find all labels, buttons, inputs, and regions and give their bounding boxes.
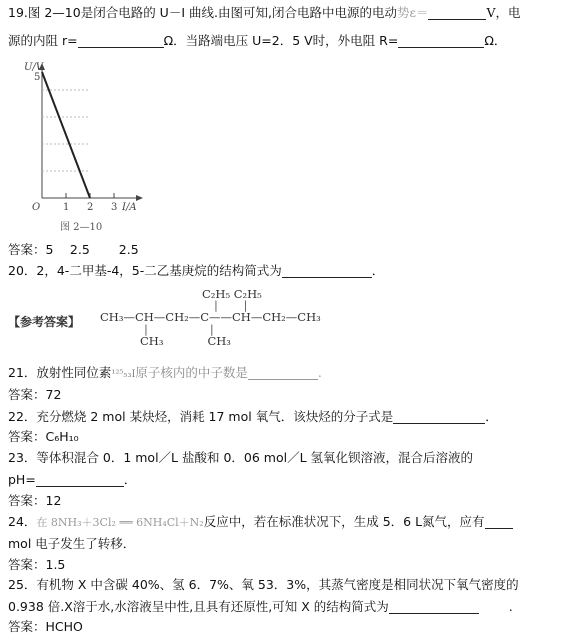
q19-line1-tail: ，电 [495,5,521,20]
q24-line1 [8,513,513,532]
q22-blank[interactable] [393,409,485,424]
q22-end: ． [485,409,498,424]
origin-label: O [32,202,41,213]
q24-answer: 答案：1.5 [8,557,66,572]
x-tick-3: 3 [111,202,118,213]
q20-line [8,262,384,280]
q19-text: 19.图 2—10是闭合电路的 U－I 曲线.由图可知,闭合电路中电源的电动 [8,5,397,20]
q23-line1: 23．等体积混合 0．1 mol／L 盐酸和 0．06 mol／L 氢氧化钡溶液，混合后溶液的 [8,450,474,465]
x-axis-label: I/A [122,202,137,213]
x-tick-1: 1 [63,202,70,213]
q25-line2 [8,598,513,616]
q24-blank[interactable] [485,514,513,529]
q19-line1 [8,4,520,22]
q24-text2: 反应中，若在标准状况下，生成 5．6 L氮气，应有 [203,514,485,529]
q19-emf-unit: V [486,5,496,20]
q23-line2 [8,471,136,489]
x-tick-2: 2 [87,202,94,213]
q19-line2 [8,32,506,50]
q19-line2-a: 源的内阻 r= [8,33,78,48]
q20-struct-main: CH₃—CH—CH₂—C——CH—CH₂—CH₃ [100,310,321,324]
q21-answer: 答案：72 [8,387,62,402]
q19-line2-c: Ω． [484,33,507,48]
q21-text: 21．放射性同位素 [8,365,112,380]
figure-caption: 图 2—10 [60,222,103,233]
q22-answer: 答案：C₆H₁₀ [8,429,79,444]
q20-struct-top: C₂H₅ C₂H₅ [202,287,262,301]
q23-end: ． [123,472,137,487]
q21-line: 21．放射性同位素¹²⁵₅₃I原子核内的中子数是 . [8,365,322,380]
q21-text2: 原子核内的中子数是 [135,365,248,380]
q25-line1: 25．有机物 X 中含碳 40%、氢 6．7%、氧 53．3%，其蒸气密度是相同状况下氧气密度的 [8,577,519,592]
y-axis-label: U/V [24,62,44,73]
q22-text: 22．充分燃烧 2 mol 某炔烃，消耗 17 mol 氧气．该炔烃的分子式是 [8,409,394,424]
q20-struct-bottom-left: CH₃ [140,334,164,348]
q20-blank[interactable] [282,263,372,278]
x-axis-arrow [136,195,143,201]
q20-structure: C₂H₅ C₂H₅ | | CH₃—CH—CH₂—C——CH—CH₂—CH₃ | | CH₃ CH₃ [100,287,321,348]
q20-text: 20．2，4-二甲基-4，5-二乙基庚烷的结构简式为 [8,263,282,278]
y-tick-5: 5 [34,72,41,83]
q25-text2: 0.938 倍.X溶于水,水溶液呈中性,且具有还原性,可知 X 的结构简式为 [8,599,389,614]
q21-isotope: ¹²⁵₅₃I [111,369,136,380]
q21-text-grey [111,365,248,380]
q20-end: ． [371,263,385,278]
q19-emf-label: 势ε＝ [396,5,429,20]
q23-text2: pH= [8,472,36,487]
ui-curve [42,72,90,198]
q24-line2: mol 电子发生了转移． [8,536,136,551]
q25-blank[interactable] [389,599,479,614]
q22-line [8,408,498,426]
q24-text: 24． [8,514,37,529]
q20-ref-label: 【参考答案】 [8,315,81,329]
q19-answer: 答案：5 2.5 2.5 [8,242,139,257]
q19-emf-blank[interactable] [428,5,486,20]
ui-graph-figure [22,58,152,238]
q25-answer: 答案：HCHO [8,619,83,634]
q23-blank[interactable] [36,472,124,487]
q19-r-blank[interactable] [78,33,164,48]
q20-struct-bottom-right: CH₃ [207,334,231,348]
q19-line2-b: Ω．当路端电压 U=2．5 V时，外电阻 R= [163,33,399,48]
q25-end: . [508,599,513,614]
q19-R-blank[interactable] [398,33,484,48]
q23-answer: 答案：12 [8,493,62,508]
q21-blank[interactable] [248,365,318,380]
q24-reaction: 在 8NH₃＋3Cl₂ ══ 6NH₄Cl＋N₂ [36,516,204,529]
